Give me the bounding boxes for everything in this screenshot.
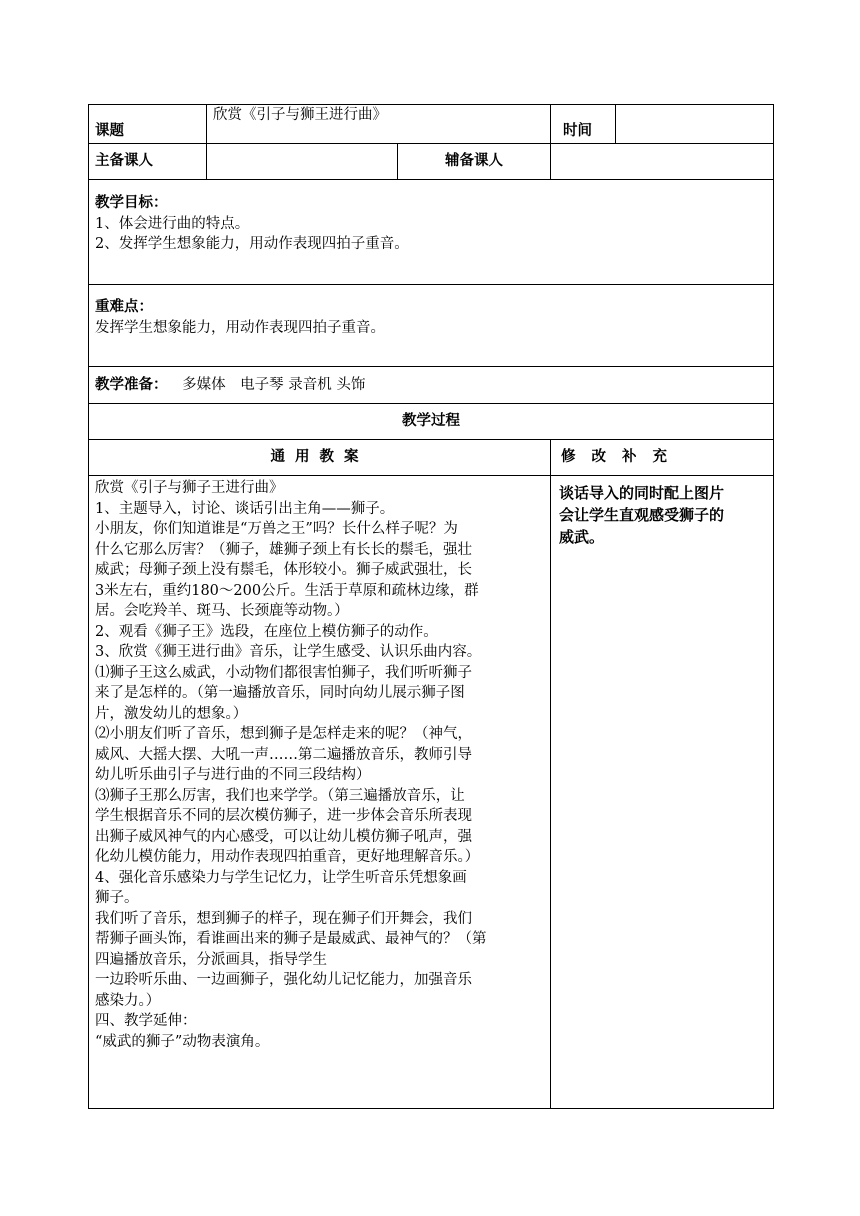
difficulty-title: 重难点： <box>95 299 153 315</box>
process-header-row <box>89 440 774 476</box>
plan-line: 2、观看《狮子王》选段，在座位上模仿狮子的动作。 <box>95 623 438 640</box>
plan-line: ⑶狮子王那么厉害，我们也来学学。（第三遍播放音乐，让 <box>95 787 465 804</box>
plan-line: 威风、大摇大摆、大吼一声……第二遍播放音乐，教师引导 <box>95 746 472 763</box>
topic-row <box>89 105 774 144</box>
plan-line: 4、强化音乐感染力与学生记忆力，让学生听音乐凭想象画 <box>95 869 467 886</box>
plan-line: 幼儿听乐曲引子与进行曲的不同三段结构） <box>95 767 371 783</box>
note-line: 谈话导入的同时配上图片 <box>559 484 725 502</box>
plan-line: 3米左右，重约180～200公斤。生活于草原和疏林边缘，群 <box>95 582 479 599</box>
note-line: 威武。 <box>559 528 605 546</box>
teacher-row <box>89 144 774 180</box>
plan-line: 出狮子威风神气的内心感受，可以让幼儿模仿狮子吼声，强 <box>95 828 472 845</box>
plan-line: 学生根据音乐不同的层次模仿狮子，进一步体会音乐所表现 <box>95 808 472 824</box>
preparation-text: 多媒体 电子琴 录音机 头饰 <box>182 376 366 393</box>
plan-line: 片，激发幼儿的想象。） <box>95 705 248 722</box>
plan-line: 帮狮子画头饰，看谁画出来的狮子是最威武、最神气的？（第 <box>95 931 487 947</box>
plan-line: 四遍播放音乐，分派画具，指导学生 <box>95 951 327 968</box>
time-label: 时间 <box>551 105 616 144</box>
difficulty-row <box>89 285 774 367</box>
plan-line: 化幼儿模仿能力，用动作表现四拍重音，更好地理解音乐。） <box>95 849 480 865</box>
plan-line: 居。会吃羚羊、斑马、长颈鹿等动物。） <box>95 603 349 619</box>
topic-value: 欣赏《引子与狮王进行曲》 <box>207 105 551 144</box>
plan-line: 3、欣赏《狮王进行曲》音乐，让学生感受、认识乐曲内容。 <box>95 644 482 660</box>
plan-line: “威武的狮子”动物表演角。 <box>95 1033 270 1050</box>
lead-teacher-label: 主备课人 <box>89 144 207 180</box>
main-plan-cell <box>89 476 551 1109</box>
process-title-row <box>89 404 774 440</box>
plan-line: 来了是怎样的。（第一遍播放音乐，同时向幼儿展示狮子图 <box>95 685 465 701</box>
plan-line: 小朋友，你们知道谁是“万兽之王”吗？长什么样子呢？为 <box>95 521 458 537</box>
assist-teacher-label: 辅备课人 <box>398 144 551 180</box>
note-line: 会让学生直观感受狮子的 <box>559 506 725 524</box>
plan-line: 感染力。） <box>95 992 161 1009</box>
notes-column-header: 修改补充 <box>551 440 774 476</box>
plan-line: 我们听了音乐，想到狮子的样子，现在狮子们开舞会，我们 <box>95 910 472 927</box>
plan-line: 欣赏《引子与狮子王进行曲》 <box>95 480 284 496</box>
goal-item: 1、体会进行曲的特点。 <box>95 215 250 232</box>
plan-line: ⑴狮子王这么威武，小动物们都很害怕狮子，我们听听狮子 <box>95 664 472 681</box>
goals-row <box>89 180 774 285</box>
plan-line: ⑵小朋友们听了音乐，想到狮子是怎样走来的呢？（神气， <box>95 726 472 742</box>
notes-cell <box>551 476 774 1109</box>
main-column-header: 通用教案 <box>89 440 551 476</box>
plan-line: 狮子。 <box>95 890 139 906</box>
lead-teacher-value <box>207 144 398 180</box>
plan-line: 什么它那么厉害？（狮子，雄狮子颈上有长长的鬃毛，强壮 <box>95 541 472 558</box>
assist-teacher-value <box>551 144 774 180</box>
main-plan-text <box>95 478 544 1052</box>
goal-item: 2、发挥学生想象能力，用动作表现四拍子重音。 <box>95 236 409 252</box>
plan-line: 四、教学延伸： <box>95 1013 197 1029</box>
lesson-plan-page <box>88 104 773 1109</box>
time-value <box>616 105 774 144</box>
process-title: 教学过程 <box>89 404 774 440</box>
difficulty-text: 发挥学生想象能力，用动作表现四拍子重音。 <box>95 319 385 336</box>
preparation-row <box>89 367 774 404</box>
goals-title: 教学目标： <box>95 195 168 211</box>
plan-line: 威武；母狮子颈上没有鬃毛，体形较小。狮子威武强壮，长 <box>95 562 472 578</box>
process-body-row <box>89 476 774 1109</box>
notes-text <box>559 482 767 548</box>
plan-line: 1、主题导入，讨论、谈话引出主角——狮子。 <box>95 500 395 517</box>
preparation-title: 教学准备： <box>95 376 168 393</box>
topic-label: 课题 <box>89 105 207 144</box>
plan-line: 一边聆听乐曲、一边画狮子，强化幼儿记忆能力，加强音乐 <box>95 972 472 988</box>
lesson-plan-table <box>88 104 774 1109</box>
